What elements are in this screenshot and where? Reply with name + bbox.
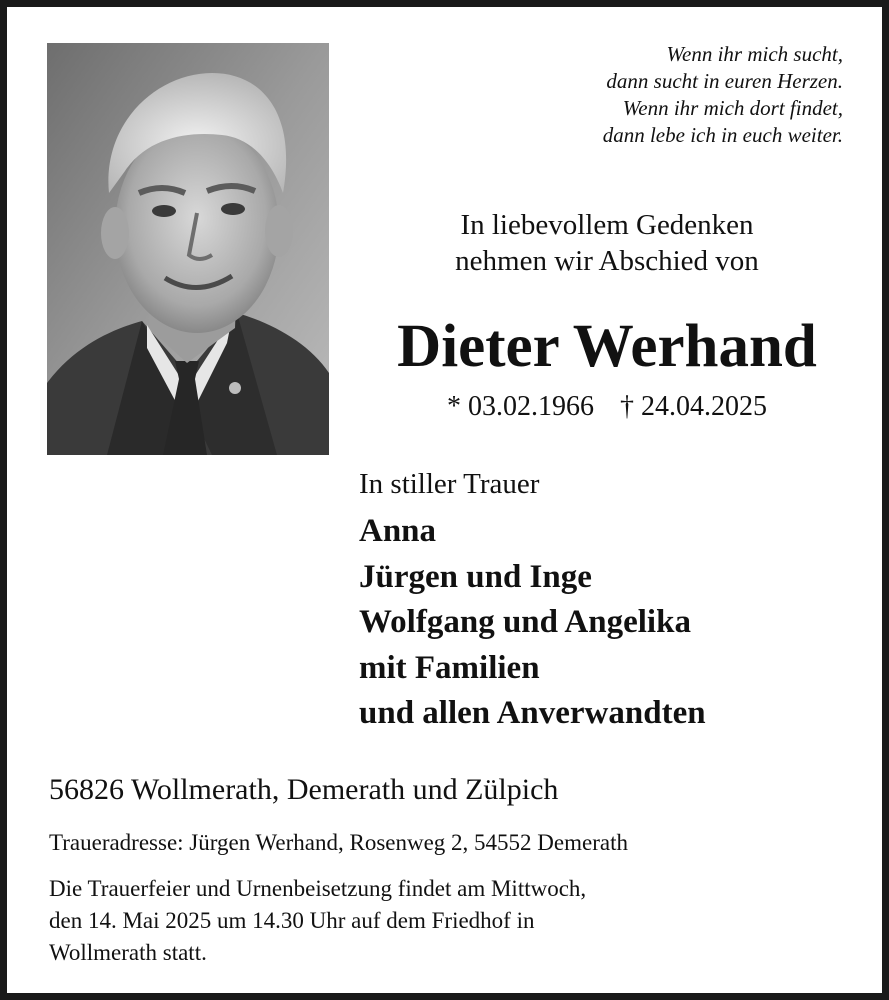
death-date: † 24.04.2025: [620, 391, 767, 422]
ceremony-line: Wollmerath statt.: [49, 940, 207, 965]
mourner-name: Wolfgang und Angelika: [359, 604, 691, 640]
poem-line: Wenn ihr mich sucht,: [666, 42, 843, 66]
mourner-name: mit Familien: [359, 649, 540, 686]
portrait-photo: [47, 43, 329, 455]
intro-line: nehmen wir Abschied von: [455, 245, 759, 277]
intro-text: [359, 207, 855, 279]
mourning-heading: In stiller Trauer: [359, 468, 540, 500]
location-line: 56826 Wollmerath, Demerath und Zülpich: [49, 773, 559, 806]
portrait-icon: [47, 43, 329, 455]
mourner-name: und allen Anverwandten: [359, 695, 706, 731]
mourning-address: Traueradresse: Jürgen Werhand, Rosenweg 2, 54552 Demerath: [49, 830, 628, 855]
mourner-name: Anna: [359, 513, 437, 549]
ceremony-line: Die Trauerfeier und Urnenbeisetzung findet am Mittwoch,: [49, 876, 587, 901]
life-dates: [359, 389, 855, 425]
poem-line: Wenn ihr mich dort findet,: [622, 96, 843, 120]
mourner-name: Jürgen und Inge: [359, 558, 592, 595]
ceremony-info: [49, 873, 869, 969]
deceased-name: Dieter Werhand: [397, 313, 817, 380]
ceremony-line: den 14. Mai 2025 um 14.30 Uhr auf dem Friedhof in: [49, 908, 535, 933]
poem: [447, 41, 843, 149]
mourner-list: [359, 509, 879, 737]
poem-line: dann sucht in euren Herzen.: [606, 69, 843, 93]
birth-date: * 03.02.1966: [447, 391, 594, 422]
intro-line: In liebevollem Gedenken: [460, 209, 754, 241]
poem-line: dann lebe ich in euch weiter.: [602, 123, 843, 147]
